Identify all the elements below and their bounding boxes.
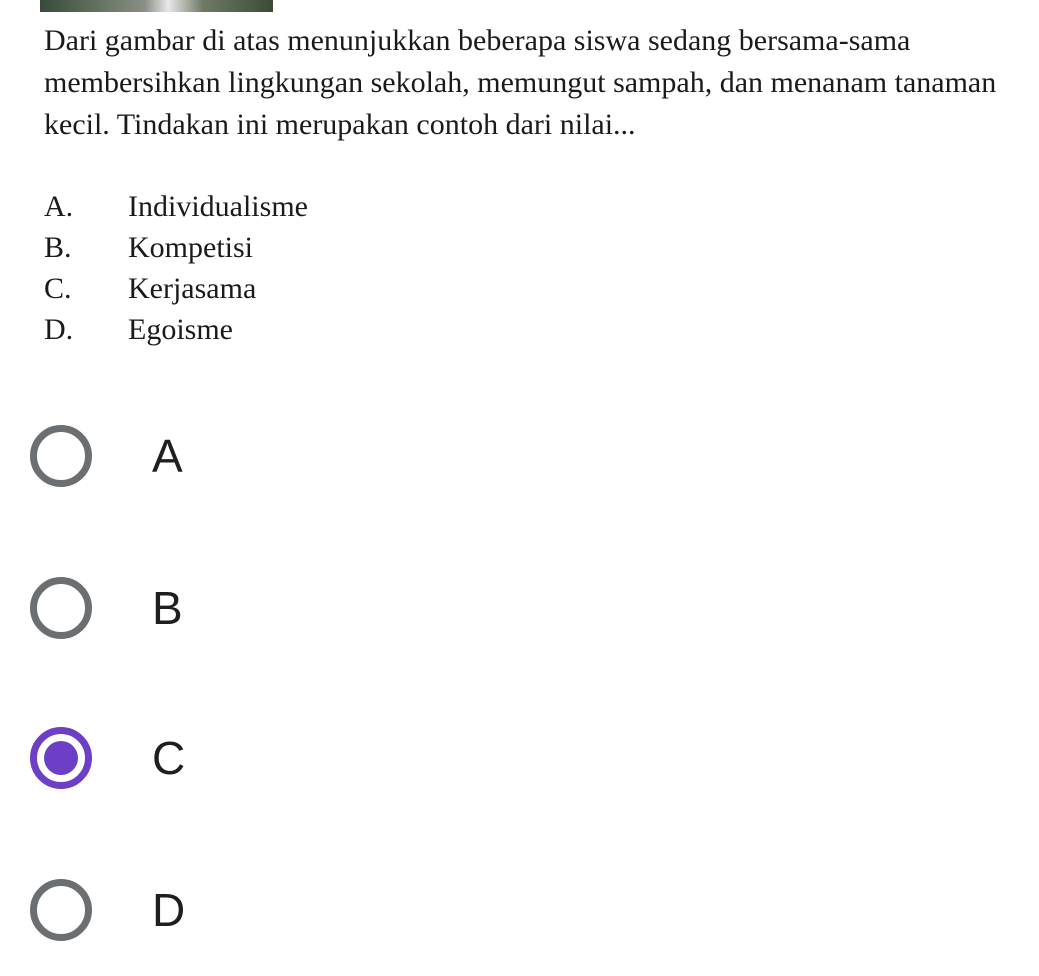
radio-selected-dot [44, 741, 78, 775]
radio-button-c[interactable] [30, 727, 92, 789]
answer-choice-c[interactable] [30, 720, 185, 796]
option-text: Kompetisi [128, 231, 253, 264]
answer-choice-b[interactable] [30, 570, 183, 646]
option-item [44, 227, 308, 268]
option-letter: C. [44, 272, 72, 305]
option-item [44, 268, 308, 309]
answer-choice-a[interactable] [30, 418, 183, 494]
option-letter: B. [44, 231, 72, 264]
choice-label-d: D [152, 884, 186, 936]
radio-button-b[interactable] [30, 577, 92, 639]
option-text: Egoisme [128, 313, 233, 346]
radio-button-a[interactable] [30, 425, 92, 487]
radio-button-d[interactable] [30, 879, 92, 941]
choice-label-a: A [152, 430, 183, 482]
option-letter: A. [44, 190, 74, 223]
option-list [44, 186, 308, 350]
choice-label-c: C [152, 732, 186, 784]
question-text: Dari gambar di atas menunjukkan beberapa siswa sedang bersama-sama membersihkan lingkungan sekolah, memungut sampah, dan menanam tanaman kecil. Tindakan ini merupakan contoh dari nilai... [44, 24, 997, 141]
question-image [40, 0, 273, 12]
option-letter: D. [44, 313, 74, 346]
answer-choice-d[interactable] [30, 872, 185, 948]
choice-label-b: B [152, 582, 183, 634]
option-item [44, 186, 308, 227]
option-text: Individualisme [128, 190, 308, 223]
option-item [44, 309, 308, 350]
option-text: Kerjasama [128, 272, 257, 305]
